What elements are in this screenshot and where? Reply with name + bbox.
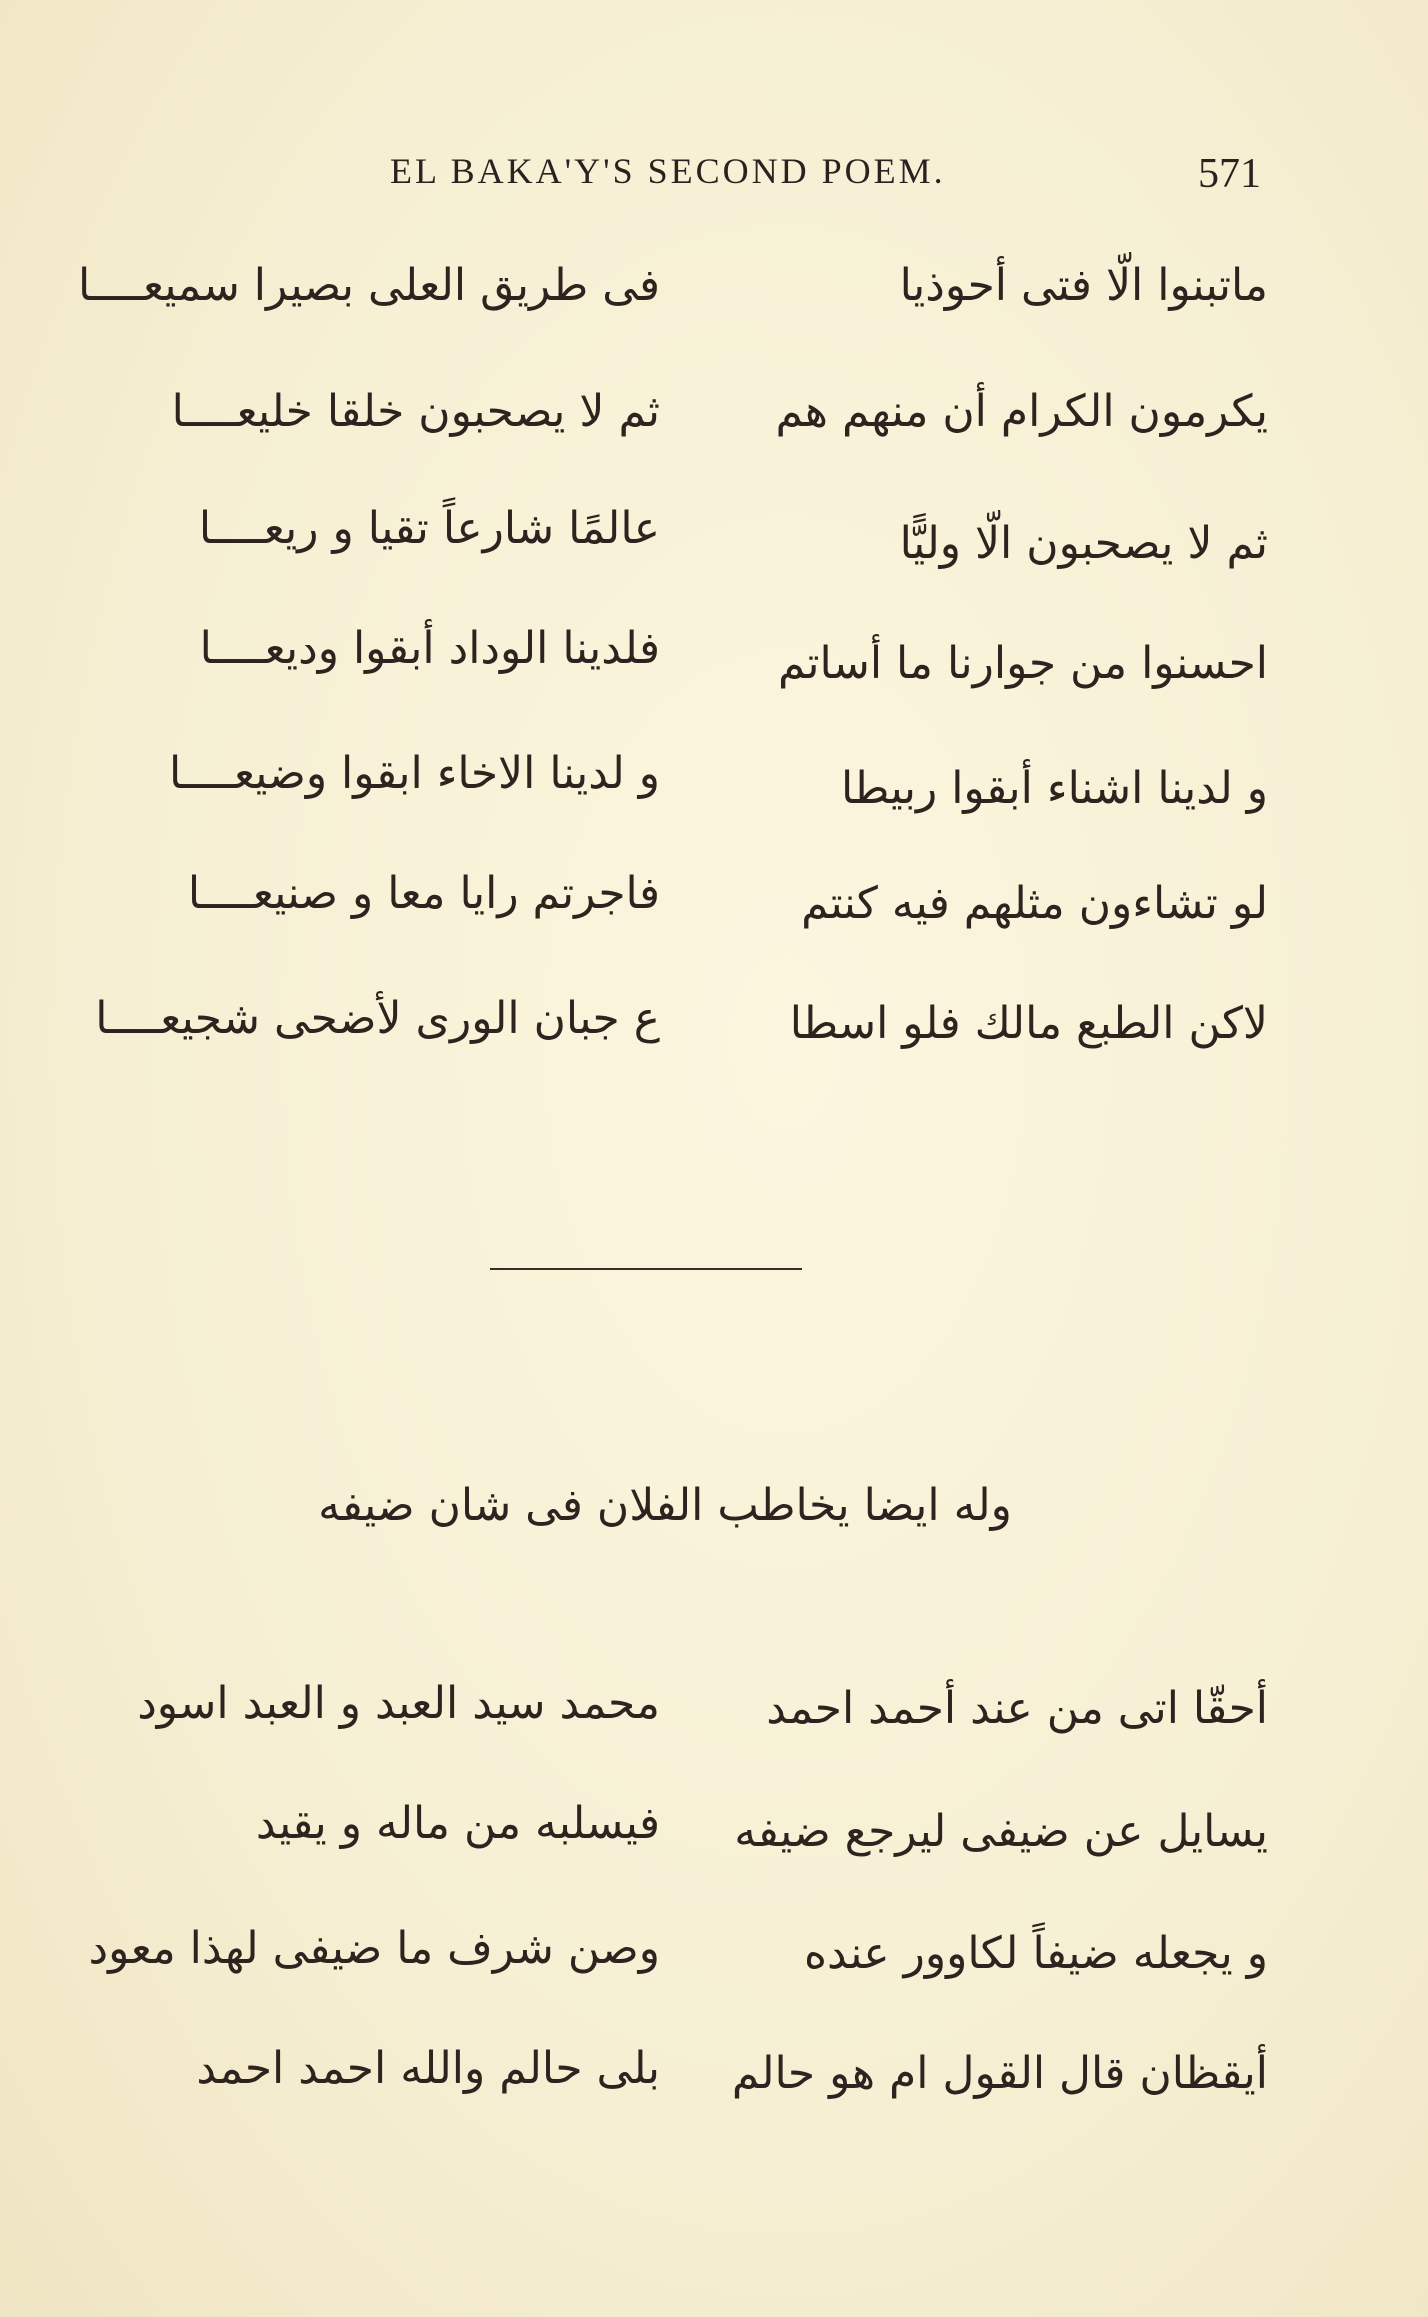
verse-first-half: لاكن الطبع مالك فلو اسطا	[789, 998, 1268, 1049]
verse-first-half: يكرمون الكرام أن منهم هم	[775, 386, 1268, 437]
verse-first-half: ثم لا يصحبون الّا وليًّا	[899, 518, 1268, 569]
running-head: EL BAKA'Y'S SECOND POEM.	[390, 151, 946, 191]
section-heading: وله ايضا يخاطب الفلان فى شان ضيفه	[318, 1480, 1012, 1531]
page-number: 571	[1198, 151, 1261, 197]
verse-first-half: لو تشاءون مثلهم فيه كنتم	[801, 878, 1268, 929]
verse-first-half: أيقظان قال القول ام هو حالم	[731, 2048, 1268, 2099]
verse-first-half: احسنوا من جوارنا ما أساتم	[778, 638, 1268, 689]
verse-second-half: فيسلبه من ماله و يقيد	[255, 1798, 660, 1849]
verse-second-half: ثم لا يصحبون خلقا خليعــــا	[171, 386, 660, 437]
verse-first-half: و لدينا اشناء أبقوا ربيطا	[840, 763, 1268, 814]
verse-second-half: فاجرتم رايا معا و صنيعــــا	[187, 868, 660, 919]
section-divider	[490, 1268, 802, 1270]
verse-second-half: محمد سيد العبد و العبد اسود	[137, 1678, 660, 1729]
verse-second-half: بلى حالم والله احمد احمد	[196, 2043, 660, 2094]
verse-second-half: فى طريق العلى بصيرا سميعــــا	[78, 260, 660, 311]
verse-second-half: عالمًا شارعاً تقيا و ريعــــا	[198, 503, 660, 554]
verse-first-half: و يجعله ضيفاً لكاوور عنده	[803, 1928, 1268, 1979]
verse-second-half: فلدينا الوداد أبقوا وديعــــا	[199, 623, 660, 674]
verse-second-half: و لدينا الاخاء ابقوا وضيعــــا	[168, 748, 660, 799]
verse-first-half: ماتبنوا الّا فتى أحوذيا	[899, 260, 1268, 311]
verse-second-half: ع جبان الورى لأضحى شجيعــــا	[95, 993, 660, 1044]
verse-first-half: أحقّا اتى من عند أحمد احمد	[766, 1683, 1268, 1734]
verse-second-half: وصن شرف ما ضيفى لهذا معود	[88, 1923, 660, 1974]
verse-first-half: يسايل عن ضيفى ليرجع ضيفه	[734, 1806, 1268, 1857]
